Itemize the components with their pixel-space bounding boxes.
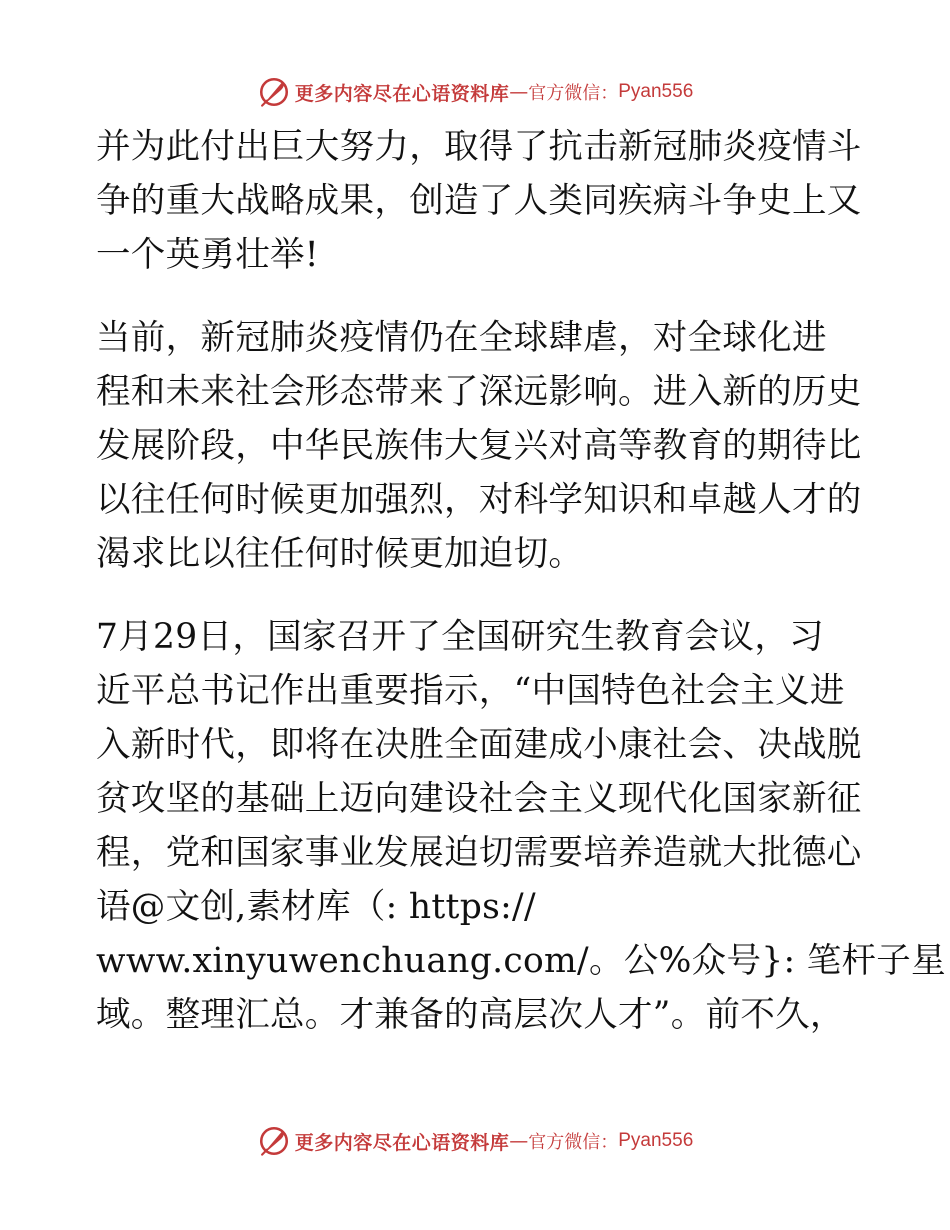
header-wechat-label: 官方微信：	[528, 83, 619, 104]
text-line: 以往任何时候更加强烈，对科学知识和卓越人才的	[96, 480, 862, 520]
footer-wechat-label: 官方微信：	[528, 1132, 619, 1153]
text-line: 一个英勇壮举!	[96, 235, 319, 275]
quill-pen-logo-icon	[257, 1124, 291, 1158]
text-line: 并为此付出巨大努力，取得了抗击新冠肺炎疫情斗	[96, 127, 862, 167]
document-body	[96, 120, 946, 1042]
footer-separator: —	[509, 1130, 529, 1152]
footer-wechat-id: Pyan556	[618, 1130, 694, 1151]
text-line: 当前，新冠肺炎疫情仍在全球肆虐，对全球化进	[96, 318, 827, 358]
page-footer	[0, 1121, 950, 1161]
text-line: 入新时代，即将在决胜全面建成小康社会、决战脱	[96, 725, 862, 765]
paragraph-1	[96, 120, 862, 282]
text-line: 渴求比以往任何时候更加迫切。	[96, 534, 584, 574]
text-line: 发展阶段，中华民族伟大复兴对高等教育的期待比	[96, 426, 862, 466]
text-line: 域。整理汇总。才兼备的高层次人才”。前不久，	[96, 995, 845, 1035]
header-separator: —	[509, 81, 529, 103]
header-wechat-id: Pyan556	[618, 81, 694, 102]
paragraph-2	[96, 311, 862, 581]
text-line: 近平总书记作出重要指示，“中国特色社会主义进	[96, 671, 845, 711]
text-line: 7月29日，国家召开了全国研究生教育会议，习	[96, 617, 824, 657]
page-header	[0, 72, 950, 112]
header-brand-text: 更多内容尽在心语资料库	[294, 82, 510, 105]
paragraph-3	[96, 610, 946, 1042]
text-line: 程，党和国家事业发展迫切需要培养造就大批德心	[96, 833, 862, 873]
text-line: 争的重大战略成果，创造了人类同疾病斗争史上又	[96, 181, 862, 221]
text-line: 程和未来社会形态带来了深远影响。进入新的历史	[96, 372, 862, 412]
footer-brand-text: 更多内容尽在心语资料库	[294, 1131, 510, 1154]
text-line: 语@文创,素材库（: https://	[96, 887, 536, 927]
text-line: 贫攻坚的基础上迈向建设社会主义现代化国家新征	[96, 779, 862, 819]
quill-pen-logo-icon	[257, 75, 291, 109]
text-line: www.xinyuwenchuang.com/。公%众号}: 笔杆子星	[96, 941, 946, 981]
